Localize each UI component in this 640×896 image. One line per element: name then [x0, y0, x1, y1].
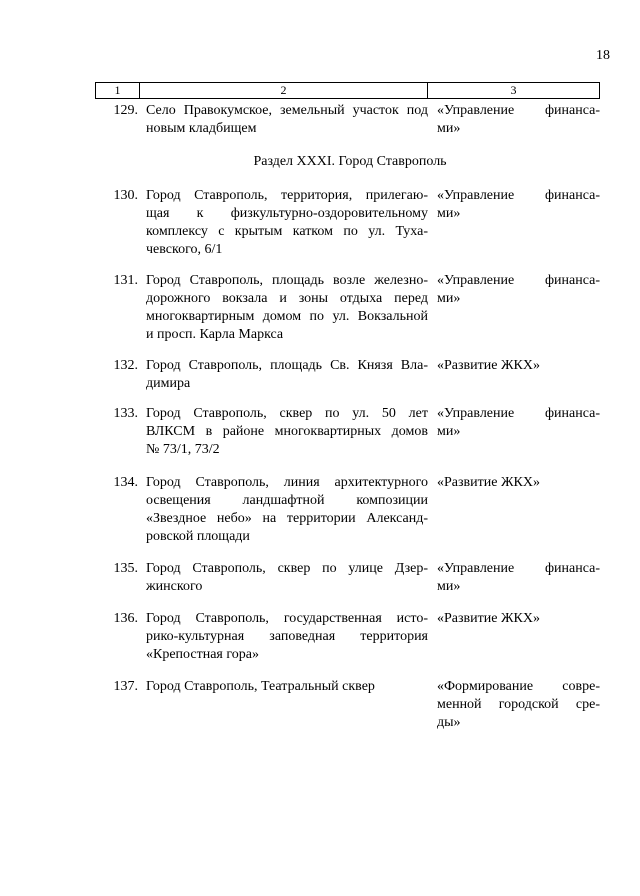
row-description: [146, 560, 428, 596]
description-line: дорожного вокзала и зоны отдыха перед: [146, 291, 428, 306]
description-line: Город Ставрополь, площадь возле железно-: [146, 273, 428, 288]
responsible-line: «Формирование совре-: [437, 679, 600, 694]
responsible-line: «Развитие ЖКХ»: [437, 358, 540, 373]
responsible-line: «Управление финанса-: [437, 406, 600, 421]
description-line: Город Ставрополь, территория, прилегаю-: [146, 188, 428, 203]
row-responsible: [437, 102, 600, 138]
responsible-line: «Управление финанса-: [437, 188, 600, 203]
description-line: многоквартирным домом по ул. Вокзальной: [146, 309, 428, 324]
row-number: 133.: [113, 406, 138, 421]
row-description: [146, 272, 428, 344]
description-line: ровской площади: [146, 529, 250, 544]
responsible-line: ми»: [437, 424, 461, 439]
row-description: [146, 357, 428, 393]
row-description: [146, 187, 428, 259]
row-number: 130.: [113, 188, 138, 203]
row-description: [146, 678, 428, 696]
row-number: 136.: [113, 611, 138, 626]
responsible-line: ми»: [437, 121, 461, 136]
row-responsible: [437, 678, 600, 732]
description-line: и просп. Карла Маркса: [146, 327, 284, 342]
section-title: Раздел XXXI. Город Ставрополь: [253, 154, 447, 169]
row-number: 137.: [113, 679, 138, 694]
description-line: Город Ставрополь, государственная исто-: [146, 611, 428, 626]
description-line: Город Ставрополь, Театральный сквер: [146, 679, 375, 694]
description-line: новым кладбищем: [146, 121, 257, 136]
responsible-line: ми»: [437, 206, 461, 221]
row-responsible: [437, 474, 600, 492]
table-header-row: [95, 82, 600, 99]
description-line: Город Ставрополь, линия архитектурного: [146, 475, 428, 490]
responsible-line: «Развитие ЖКХ»: [437, 611, 540, 626]
row-number: 129.: [113, 103, 138, 118]
row-responsible: [437, 187, 600, 223]
description-line: № 73/1, 73/2: [146, 442, 220, 457]
header-col-1: 1: [96, 83, 140, 98]
description-line: Город Ставрополь, сквер по ул. 50 лет: [146, 406, 428, 421]
description-line: Город Ставрополь, сквер по улице Дзер-: [146, 561, 428, 576]
responsible-line: ми»: [437, 579, 461, 594]
description-line: комплексу с крытым катком по ул. Туха-: [146, 224, 428, 239]
row-responsible: [437, 560, 600, 596]
row-description: [146, 474, 428, 546]
row-number: 135.: [113, 561, 138, 576]
description-line: жинского: [146, 579, 203, 594]
header-col-3: 3: [510, 83, 517, 97]
description-line: рико-культурная заповедная территория: [146, 629, 428, 644]
row-responsible: [437, 405, 600, 441]
row-number: 131.: [113, 273, 138, 288]
row-number: 134.: [113, 475, 138, 490]
description-line: Город Ставрополь, площадь Св. Князя Вла-: [146, 358, 428, 373]
row-description: [146, 405, 428, 459]
page-number: 18: [596, 48, 610, 63]
row-responsible: [437, 610, 600, 628]
responsible-line: менной городской сре-: [437, 697, 600, 712]
row-responsible: [437, 357, 600, 375]
row-description: [146, 102, 428, 138]
responsible-line: «Управление финанса-: [437, 561, 600, 576]
description-line: ВЛКСМ в районе многоквартирных домов: [146, 424, 428, 439]
description-line: чевского, 6/1: [146, 242, 223, 257]
description-line: щая к физкультурно-оздоровительному: [146, 206, 428, 221]
description-line: «Крепостная гора»: [146, 647, 259, 662]
row-description: [146, 610, 428, 664]
description-line: «Звездное небо» на территории Александ-: [146, 511, 428, 526]
row-responsible: [437, 272, 600, 308]
responsible-line: «Развитие ЖКХ»: [437, 475, 540, 490]
description-line: освещения ландшафтной композиции: [146, 493, 428, 508]
row-number: 132.: [113, 358, 138, 373]
responsible-line: «Управление финанса-: [437, 273, 600, 288]
description-line: димира: [146, 376, 191, 391]
header-col-2: 2: [140, 83, 428, 98]
responsible-line: «Управление финанса-: [437, 103, 600, 118]
description-line: Село Правокумское, земельный участок под: [146, 103, 428, 118]
responsible-line: ми»: [437, 291, 461, 306]
responsible-line: ды»: [437, 715, 461, 730]
